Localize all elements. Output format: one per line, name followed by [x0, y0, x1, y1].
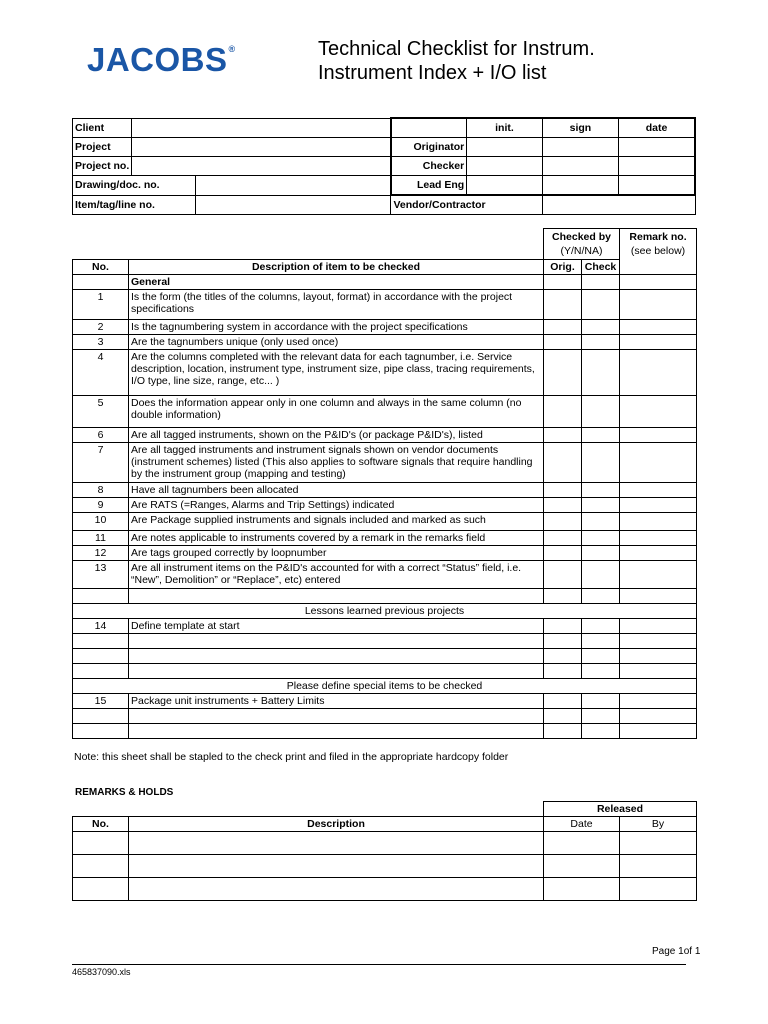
- row-description: Define template at start: [129, 619, 544, 634]
- row-description: Package unit instruments + Battery Limits: [129, 694, 544, 709]
- remark-cell[interactable]: [620, 634, 697, 649]
- row-no: 15: [73, 694, 129, 709]
- remark-cell[interactable]: [620, 649, 697, 664]
- row-description: Are notes applicable to instruments covered by a remark in the remarks field: [129, 531, 544, 546]
- remark-cell[interactable]: [620, 664, 697, 679]
- section-general: General: [129, 275, 544, 290]
- check-cell[interactable]: [582, 634, 620, 649]
- row-no: 13: [73, 561, 129, 589]
- row-description: Have all tagnumbers been allocated: [129, 483, 544, 498]
- remark-description-cell[interactable]: [129, 878, 544, 901]
- remark-cell[interactable]: [620, 561, 697, 589]
- orig-cell[interactable]: [544, 634, 582, 649]
- checked-by-header: Checked by (Y/N/NA): [544, 229, 620, 260]
- orig-cell[interactable]: [544, 320, 582, 335]
- client-field[interactable]: [132, 118, 391, 138]
- check-cell[interactable]: [582, 443, 620, 483]
- check-cell[interactable]: [582, 275, 620, 290]
- orig-cell[interactable]: [544, 498, 582, 513]
- check-cell[interactable]: [582, 649, 620, 664]
- orig-cell[interactable]: [544, 649, 582, 664]
- file-name: 465837090.xls: [72, 967, 131, 977]
- orig-cell[interactable]: [544, 709, 582, 724]
- remark-by-cell[interactable]: [620, 878, 697, 901]
- orig-cell[interactable]: [544, 561, 582, 589]
- row-no: 12: [73, 546, 129, 561]
- remark-date-cell[interactable]: [544, 878, 620, 901]
- header-blank: [391, 118, 467, 138]
- released-header: Released: [544, 802, 697, 817]
- spacer: [73, 229, 544, 260]
- row-no: [73, 589, 129, 604]
- remark-description-cell[interactable]: [129, 832, 544, 855]
- remark-cell[interactable]: [620, 498, 697, 513]
- row-no: 1: [73, 290, 129, 320]
- check-cell[interactable]: [582, 694, 620, 709]
- remarks-col-no: No.: [73, 817, 129, 832]
- remark-no-cell[interactable]: [73, 878, 129, 901]
- remark-cell[interactable]: [620, 320, 697, 335]
- orig-cell[interactable]: [544, 443, 582, 483]
- row-description: Does the information appear only in one column and always in the same column (no double information): [129, 396, 544, 428]
- row-description: Are RATS (=Ranges, Alarms and Trip Settings) indicated: [129, 498, 544, 513]
- row-description: Are the tagnumbers unique (only used once): [129, 335, 544, 350]
- label-project: Project: [73, 138, 132, 157]
- check-cell[interactable]: [582, 320, 620, 335]
- section-special-items: Please define special items to be checked: [73, 679, 697, 694]
- orig-cell[interactable]: [544, 335, 582, 350]
- row-no: 3: [73, 335, 129, 350]
- remark-cell[interactable]: [620, 531, 697, 546]
- remarks-col-description: Description: [129, 817, 544, 832]
- row-no: 10: [73, 513, 129, 531]
- row-description[interactable]: [129, 589, 544, 604]
- check-cell[interactable]: [582, 428, 620, 443]
- remark-cell[interactable]: [620, 589, 697, 604]
- checker-sign[interactable]: [542, 157, 618, 176]
- remark-by-cell[interactable]: [620, 855, 697, 878]
- check-cell[interactable]: [582, 664, 620, 679]
- label-lead-eng: Lead Eng: [391, 176, 467, 196]
- orig-cell[interactable]: [544, 290, 582, 320]
- remark-cell[interactable]: [620, 428, 697, 443]
- lead-eng-init[interactable]: [467, 176, 543, 196]
- row-description: Are the columns completed with the relevant data for each tagnumber, i.e. Service description, location, instrument type, instrument size, pipe class, tracing requirements, I/O type, line size, range, etc... ): [129, 350, 544, 396]
- row-description: Are tags grouped correctly by loopnumber: [129, 546, 544, 561]
- row-description[interactable]: [129, 724, 544, 739]
- row-description[interactable]: [129, 649, 544, 664]
- check-cell[interactable]: [582, 589, 620, 604]
- row-description: Are Package supplied instruments and signals included and marked as such: [129, 513, 544, 531]
- lead-eng-sign[interactable]: [542, 176, 618, 196]
- col-description: Description of item to be checked: [129, 260, 544, 275]
- remark-cell[interactable]: [620, 335, 697, 350]
- row-description[interactable]: [129, 709, 544, 724]
- check-cell[interactable]: [582, 546, 620, 561]
- orig-cell[interactable]: [544, 664, 582, 679]
- remarks-col-date: Date: [544, 817, 620, 832]
- col-orig: Orig.: [544, 260, 582, 275]
- remark-date-cell[interactable]: [544, 832, 620, 855]
- label-originator: Originator: [391, 138, 467, 157]
- remark-cell[interactable]: [620, 513, 697, 531]
- label-init: init.: [467, 118, 543, 138]
- row-description: Are all instrument items on the P&ID's accounted for with a correct “Status” field, i.e. “New”, Demolition” or “Replace”, etc) entered: [129, 561, 544, 589]
- row-no: [73, 724, 129, 739]
- label-client: Client: [73, 118, 132, 138]
- checklist-table: [72, 228, 697, 739]
- remark-cell[interactable]: [620, 694, 697, 709]
- row-no: 11: [73, 531, 129, 546]
- title-line-2: Instrument Index + I/O list: [318, 62, 547, 84]
- remark-date-cell[interactable]: [544, 855, 620, 878]
- remark-cell[interactable]: [620, 350, 697, 396]
- remark-cell[interactable]: [620, 709, 697, 724]
- document-title: [318, 37, 595, 85]
- row-no: 4: [73, 350, 129, 396]
- remark-cell[interactable]: [620, 443, 697, 483]
- remark-cell[interactable]: [620, 396, 697, 428]
- remarks-col-by: By: [620, 817, 697, 832]
- row-no: [73, 664, 129, 679]
- staple-note: Note: this sheet shall be stapled to the check print and filed in the appropriate hardcopy folder: [74, 751, 509, 763]
- drawing-no-field[interactable]: [195, 176, 391, 196]
- row-no: [73, 709, 129, 724]
- originator-date[interactable]: [619, 138, 695, 157]
- row-no: [73, 275, 129, 290]
- row-description: Is the form (the titles of the columns, layout, format) in accordance with the project specifications: [129, 290, 544, 320]
- remark-cell[interactable]: [620, 483, 697, 498]
- page-number: Page 1of 1: [652, 946, 701, 957]
- label-project-no: Project no.: [73, 157, 132, 176]
- project-field[interactable]: [132, 138, 391, 157]
- row-no: 2: [73, 320, 129, 335]
- row-no: 9: [73, 498, 129, 513]
- col-check: Check: [582, 260, 620, 275]
- remarks-table: [72, 801, 697, 901]
- remark-no-cell[interactable]: [73, 832, 129, 855]
- row-description[interactable]: [129, 664, 544, 679]
- row-description: Is the tagnumbering system in accordance with the project specifications: [129, 320, 544, 335]
- row-no: 14: [73, 619, 129, 634]
- row-description: Are all tagged instruments, shown on the P&ID's (or package P&ID's), listed: [129, 428, 544, 443]
- item-tag-field[interactable]: [195, 195, 391, 215]
- remark-cell[interactable]: [620, 619, 697, 634]
- label-item-tag: Item/tag/line no.: [73, 195, 196, 215]
- label-checker: Checker: [391, 157, 467, 176]
- row-no: 8: [73, 483, 129, 498]
- orig-cell[interactable]: [544, 531, 582, 546]
- orig-cell[interactable]: [544, 396, 582, 428]
- project-no-field[interactable]: [132, 157, 391, 176]
- row-description[interactable]: [129, 634, 544, 649]
- orig-cell[interactable]: [544, 694, 582, 709]
- remarks-title: REMARKS & HOLDS: [75, 787, 174, 798]
- orig-cell[interactable]: [544, 724, 582, 739]
- check-cell[interactable]: [582, 619, 620, 634]
- label-vendor: Vendor/Contractor: [391, 195, 542, 215]
- row-description: Are all tagged instruments and instrument signals shown on vendor documents (instrument schemes) listed (This also applies to software signals that require handling by the instrument group (mapping and testing): [129, 443, 544, 483]
- footer-divider: [72, 964, 686, 965]
- remark-no-header: Remark no. (see below): [620, 229, 697, 275]
- row-no: [73, 649, 129, 664]
- checker-init[interactable]: [467, 157, 543, 176]
- remark-cell[interactable]: [620, 724, 697, 739]
- check-cell[interactable]: [582, 513, 620, 531]
- originator-sign[interactable]: [542, 138, 618, 157]
- orig-cell[interactable]: [544, 275, 582, 290]
- header-table: [72, 117, 696, 215]
- orig-cell[interactable]: [544, 483, 582, 498]
- orig-cell[interactable]: [544, 513, 582, 531]
- check-cell[interactable]: [582, 396, 620, 428]
- remark-cell[interactable]: [620, 290, 697, 320]
- orig-cell[interactable]: [544, 619, 582, 634]
- section-lessons-learned: Lessons learned previous projects: [73, 604, 697, 619]
- row-no: 6: [73, 428, 129, 443]
- orig-cell[interactable]: [544, 546, 582, 561]
- check-cell[interactable]: [582, 483, 620, 498]
- orig-cell[interactable]: [544, 428, 582, 443]
- check-cell[interactable]: [582, 498, 620, 513]
- row-no: 7: [73, 443, 129, 483]
- orig-cell[interactable]: [544, 589, 582, 604]
- check-cell[interactable]: [582, 561, 620, 589]
- check-cell[interactable]: [582, 290, 620, 320]
- orig-cell[interactable]: [544, 350, 582, 396]
- row-no: [73, 634, 129, 649]
- remark-by-cell[interactable]: [620, 832, 697, 855]
- row-no: 5: [73, 396, 129, 428]
- jacobs-logo: JACOBS®: [87, 41, 236, 78]
- title-line-1: Technical Checklist for Instrum.: [318, 38, 595, 60]
- remark-description-cell[interactable]: [129, 855, 544, 878]
- label-sign: sign: [542, 118, 618, 138]
- check-cell[interactable]: [582, 531, 620, 546]
- originator-init[interactable]: [467, 138, 543, 157]
- checker-date[interactable]: [619, 157, 695, 176]
- check-cell[interactable]: [582, 724, 620, 739]
- remark-cell[interactable]: [620, 275, 697, 290]
- spacer: [73, 802, 544, 817]
- label-date: date: [619, 118, 695, 138]
- remark-no-cell[interactable]: [73, 855, 129, 878]
- vendor-field[interactable]: [542, 195, 695, 215]
- remark-cell[interactable]: [620, 546, 697, 561]
- col-no: No.: [73, 260, 129, 275]
- label-drawing-no: Drawing/doc. no.: [73, 176, 196, 196]
- check-cell[interactable]: [582, 350, 620, 396]
- check-cell[interactable]: [582, 709, 620, 724]
- check-cell[interactable]: [582, 335, 620, 350]
- lead-eng-date[interactable]: [619, 176, 695, 196]
